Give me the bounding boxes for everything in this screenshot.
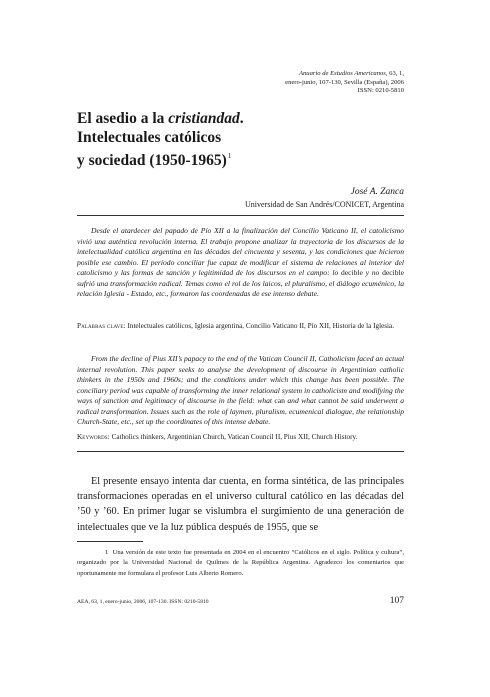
footnote-rule [77, 541, 143, 542]
journal-header-line2: enero-junio, 107-130, Sevilla (España), 2006 [285, 78, 404, 86]
journal-header-line1 [184, 70, 404, 79]
journal-header [184, 70, 404, 96]
body-paragraph: El presente ensayo intenta dar cuenta, en forma sintética, de las principales transformaciones operadas en el universo cultural católico en las décadas del ’50 y ’60. En primer lugar se vislumbra el surgimiento de una generación de intelectuales que ve la luz pública después de 1955, que se [77, 476, 404, 533]
footnote-text: Una versión de este texto fue presentada en 2004 en el encuentro “Católicos en el siglo. Política y cultura”, organizado por la Universidad Nacional de Quilmes de la República Argentina. Agradezco los comentarios que oportunamente me formulara el profesor Luis Alberto Romero. [77, 549, 405, 577]
keywords-english [77, 432, 404, 443]
journal-name: Anuario de Estudios Americanos [298, 70, 386, 77]
author-affiliation: Universidad de San Andrés/CONICET, Argentina [244, 200, 404, 209]
author-name: José A. Zanca [350, 187, 404, 197]
footer-citation: AEA, 63, 1, enero-junio, 2006, 107-130. ISSN: 0210-5810 [77, 599, 209, 605]
abstract-english: From the decline of Pius XII’s papacy to the end of the Vatican Council II, Catholicism faced an actual internal revolution. This paper seeks to analyse the development of discourse in Argentinian catholic thinkers in the 1950s and 1960s; and the conditions under which this change has been possible. The conciliary period was capable of transforming the inner relational system in catholicism and modifying the ways of sanction and legitimacy of discourse in the field: what can and what cannot be said underwent a radical transformation. Issues such as the role of laymen, pluralism, ecumenical dialogue, the relationship Church-State, etc., set up the coordinates of this intense debate. [77, 354, 404, 426]
article-title [77, 110, 377, 171]
page-footer [77, 596, 404, 610]
title-line-3: y sociedad (1950-1965)$^1$ [77, 152, 232, 169]
keywords-spanish [77, 321, 404, 332]
title-footnote-marker[interactable]: 1 [227, 152, 232, 160]
title-italic-word: cristiandad [168, 110, 240, 127]
journal-volume: , 63, 1, [385, 70, 404, 77]
title-line-2: Intelectuales católicos [77, 128, 222, 146]
keywords-spanish-text: Intelectuales católicos, Iglesia argentina, Concilio Vaticano II, Pío XII, Historia de la Iglesia. [127, 322, 395, 330]
journal-header-line3: ISSN: 0210-5810 [357, 87, 404, 95]
title-line-1: El asedio a la cristiandad. [77, 110, 244, 127]
footnote-marker: 1 [105, 549, 109, 556]
abstract-bottom-rule [77, 451, 404, 452]
keywords-spanish-label: Palabras clave: [77, 322, 126, 330]
keywords-english-label: Keywords: [77, 433, 110, 441]
abstract-spanish: Desde el atardecer del papado de Pío XII a la finalización del Concilio Vaticano II, el catolicismo vivió una auténtica revolución interna. El trabajo propone analizar la trayectoria de los discursos de la intelectualidad católica argentina en las décadas del cincuenta y sesenta, y las condiciones que hicieron posible ese cambio. El período conciliar fue capaz de modificar el sistema de relaciones al interior del catolicismo y las formas de sanción y legitimidad de los discursos en el campo: lo decible y no decible sufrió una transformación radical. Temas como el rol de los laicos, el pluralismo, el diálogo ecuménico, la relación Iglesia - Estado, etc., formaron las coordenadas de ese intenso debate. [77, 226, 404, 298]
abstract-top-rule [77, 215, 404, 216]
footnote [77, 548, 404, 579]
page-number: 107 [389, 596, 404, 606]
keywords-english-text: Catholics thinkers, Argentinian Church, Vatican Council II, Pius XII, Church History. [111, 433, 358, 441]
